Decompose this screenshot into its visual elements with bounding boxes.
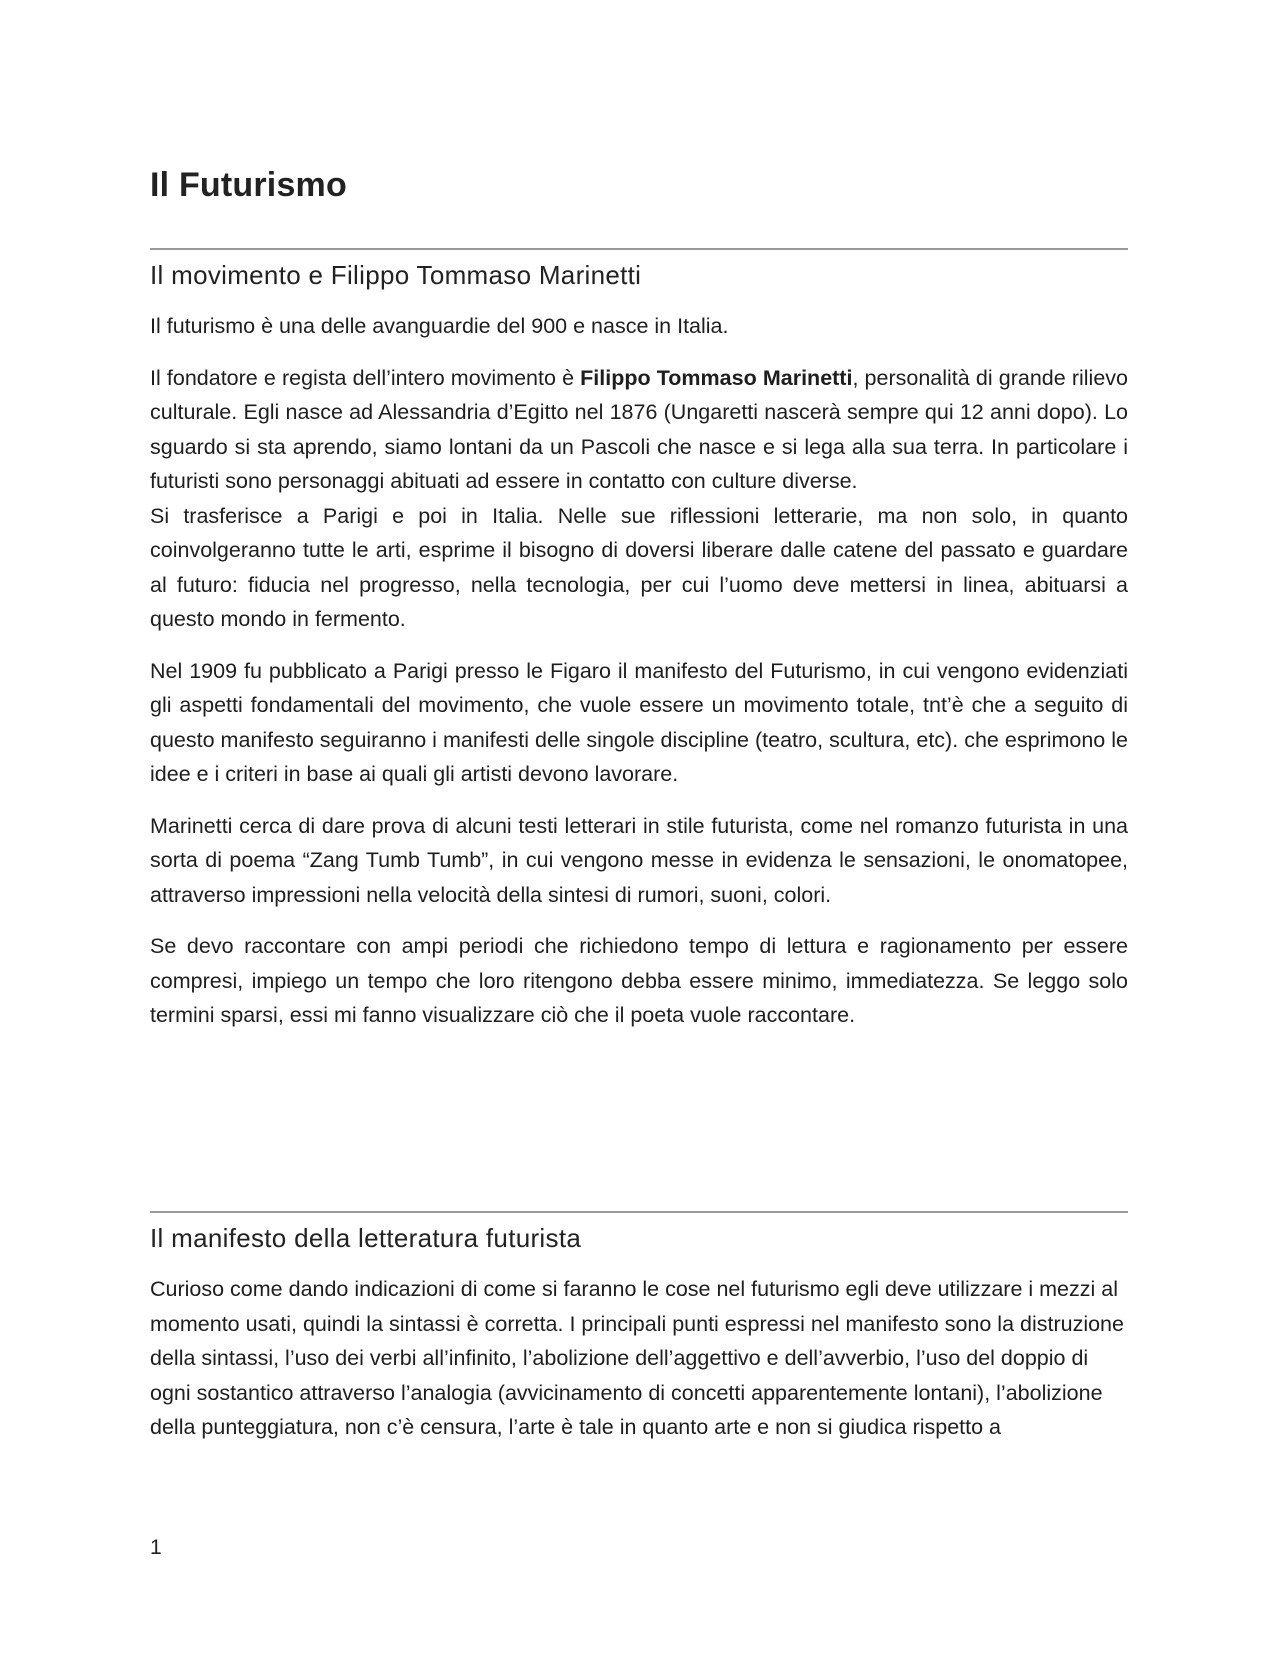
section-manifesto-letteratura	[150, 1211, 1128, 1445]
document-title: Il Futurismo	[150, 166, 347, 204]
paragraph-manifesto-points: Curioso come dando indicazioni di come si faranno le cose nel futurismo egli deve utilizzare i mezzi al momento usati, quindi la sintassi è corretta. I principali punti espressi nel manifesto sono la distruzione della sintassi, l’uso dei verbi all’infinito, l’abolizione dell’aggettivo e dell’avverbio, l’uso del doppio di ogni sostantico attraverso l’analogia (avvicinamento di concetti apparentemente lontani), l’abolizione della punteggiatura, non c’è censura, l’arte è tale in quanto arte e non si giudica rispetto a	[150, 1277, 1124, 1439]
section-heading: Il manifesto della letteratura futurista	[150, 1223, 582, 1253]
section-movimento	[150, 248, 1128, 1033]
paragraph-zang-tumb-tumb: Marinetti cerca di dare prova di alcuni testi letterari in stile futurista, come nel romanzo futurista in una sorta di poema “Zang Tumb Tumb”, in cui vengono messe in evidenza le sensazioni, le onomatopee, attraverso impressioni nella velocità della sintesi di rumori, suoni, colori.	[150, 813, 1128, 907]
paragraph-parigi: Si trasferisce a Parigi e poi in Italia. Nelle sue riflessioni letterarie, ma non solo, in quanto coinvolgeranno tutte le arti, esprime il bisogno di doversi liberare dalle catene del passato e guardare al futuro: fiducia nel progresso, nella tecnologia, per cui l’uomo deve mettersi in linea, abituarsi a questo mondo in fermento.	[150, 503, 1128, 631]
paragraph-founder-text-start: Il fondatore e regista dell’intero movimento è	[150, 365, 581, 390]
section-divider	[150, 248, 1128, 250]
section-heading: Il movimento e Filippo Tommaso Marinetti	[150, 260, 642, 290]
section-divider	[150, 1211, 1128, 1213]
marinetti-name-bold: Filippo Tommaso Marinetti	[580, 365, 853, 390]
paragraph-founder	[150, 361, 1128, 499]
page-number: 1	[150, 1536, 162, 1559]
paragraph-manifesto-1909: Nel 1909 fu pubblicato a Parigi presso le Figaro il manifesto del Futurismo, in cui vengono evidenziati gli aspetti fondamentali del movimento, che vuole essere un movimento totale, tnt’è che a seguito di questo manifesto seguiranno i manifesti delle singole discipline (teatro, scultura, etc). che esprimono le idee e i criteri in base ai quali gli artisti devono lavorare.	[150, 658, 1128, 786]
paragraph-founder-text-end: , personalità di grande rilievo culturale. Egli nasce ad Alessandria d’Egitto nel 1876 (Ungaretti nascerà sempre qui 12 anni dopo). Lo sguardo si sta aprendo, siamo lontani da un Pascoli che nasce e si lega alla sua terra. In particolare i futuristi sono personaggi abituati ad essere in contatto con culture diverse.	[150, 365, 1128, 493]
paragraph-intro: Il futurismo è una delle avanguardie del 900 e nasce in Italia.	[150, 314, 729, 338]
paragraph-immediatezza: Se devo raccontare con ampi periodi che richiedono tempo di lettura e ragionamento per essere compresi, impiego un tempo che loro ritengono debba essere minimo, immediatezza. Se leggo solo termini sparsi, essi mi fanno visualizzare ciò che il poeta vuole raccontare.	[150, 934, 1128, 1027]
